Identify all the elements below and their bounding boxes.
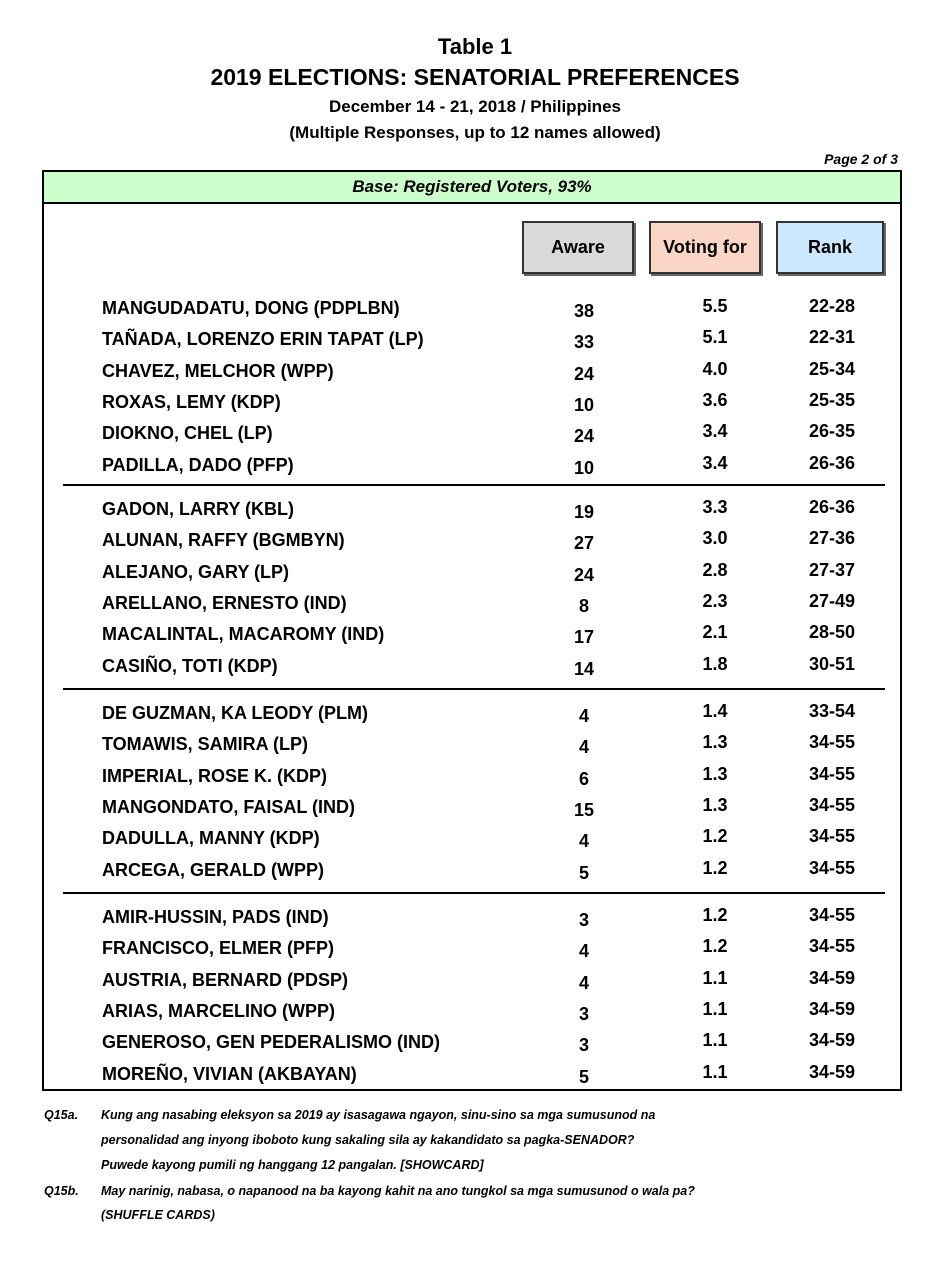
response-note: (Multiple Responses, up to 12 names allowed) xyxy=(289,123,661,142)
voting-for-value: 2.8 xyxy=(702,559,728,580)
aware-value: 3 xyxy=(578,910,589,930)
voting-for-value: 2.3 xyxy=(702,590,728,611)
voting-for-value: 3.4 xyxy=(702,452,728,473)
candidate-name: MACALINTAL, MACAROMY (IND) xyxy=(102,624,385,645)
rank-value: 34-55 xyxy=(808,763,856,784)
voting-for-value: 5.1 xyxy=(702,327,728,348)
column-header-voting-for: Voting for xyxy=(649,221,761,274)
table-row xyxy=(44,828,900,859)
voting-for-value: 3.4 xyxy=(702,421,728,442)
rank-value: 25-35 xyxy=(808,389,856,410)
table-row xyxy=(44,499,900,530)
voting-for-value: 1.4 xyxy=(702,701,728,721)
candidate-name: DE GUZMAN, KA LEODY (PLM) xyxy=(102,703,368,723)
candidate-name: ARIAS, MARCELINO (WPP) xyxy=(102,1000,335,1021)
table-row xyxy=(44,653,900,687)
rank-value: 26-36 xyxy=(808,452,856,473)
rank-value: 34-59 xyxy=(808,1061,856,1082)
candidate-name: ARELLANO, ERNESTO (IND) xyxy=(102,592,347,613)
aware-value: 4 xyxy=(578,831,589,852)
group-divider xyxy=(63,484,885,486)
table-row xyxy=(44,703,900,734)
rank-value: 27-36 xyxy=(808,528,856,549)
voting-for-value: 1.3 xyxy=(702,732,728,753)
voting-for-value: 1.3 xyxy=(702,763,728,784)
table-row xyxy=(44,998,900,1032)
table-row xyxy=(44,329,900,360)
candidate-name: CHAVEZ, MELCHOR (WPP) xyxy=(102,360,334,381)
candidate-name: DADULLA, MANNY (KDP) xyxy=(102,828,320,849)
rank-value: 22-31 xyxy=(808,327,856,348)
aware-value: 10 xyxy=(573,457,595,478)
voting-for-value: 1.1 xyxy=(702,1030,728,1051)
rank-value: 34-55 xyxy=(808,936,856,957)
candidate-name: MANGUDADATU, DONG (PDPLBN) xyxy=(102,298,400,318)
rank-value: 34-55 xyxy=(808,732,856,753)
rank-value: 30-51 xyxy=(808,653,856,674)
rank-value: 25-34 xyxy=(808,358,856,379)
table-row xyxy=(44,298,900,329)
voting-for-value: 3.3 xyxy=(702,497,728,517)
candidate-name: MOREÑO, VIVIAN (AKBAYAN) xyxy=(102,1063,357,1084)
table-number: Table 1 xyxy=(437,34,513,59)
results-table xyxy=(42,170,902,1091)
rank-value: 26-35 xyxy=(808,421,856,442)
q15b-label: Q15b. xyxy=(44,1184,79,1198)
table-row xyxy=(44,624,900,655)
candidate-name: AMIR-HUSSIN, PADS (IND) xyxy=(102,907,329,927)
aware-value: 10 xyxy=(573,394,595,415)
table-row xyxy=(44,938,900,969)
candidate-name: TAÑADA, LORENZO ERIN TAPAT (LP) xyxy=(102,329,424,350)
column-header-aware: Aware xyxy=(522,221,634,274)
table-row xyxy=(44,763,900,797)
table-row xyxy=(44,389,900,423)
rank-value: 28-50 xyxy=(808,622,856,643)
aware-value: 5 xyxy=(578,1066,589,1087)
candidate-name: GENEROSO, GEN PEDERALISMO (IND) xyxy=(102,1032,441,1053)
survey-dates: December 14 - 21, 2018 / Philippines xyxy=(329,97,621,116)
candidate-name: ARCEGA, GERALD (WPP) xyxy=(102,859,324,880)
q15b-text-line2: (SHUFFLE CARDS) xyxy=(101,1208,215,1222)
voting-for-value: 1.1 xyxy=(702,1061,728,1082)
aware-value: 6 xyxy=(578,768,589,789)
candidate-name: ROXAS, LEMY (KDP) xyxy=(102,391,281,412)
table-row xyxy=(44,452,900,486)
rank-value: 34-55 xyxy=(808,794,856,815)
rank-value: 26-36 xyxy=(808,497,856,517)
aware-value: 24 xyxy=(573,363,595,384)
voting-for-value: 3.6 xyxy=(702,389,728,410)
aware-value: 24 xyxy=(573,564,595,585)
base-label: Base: Registered Voters, 93% xyxy=(44,172,900,204)
voting-for-value: 1.2 xyxy=(702,826,728,847)
q15a-label: Q15a. xyxy=(44,1108,79,1122)
table-row xyxy=(44,794,900,828)
voting-for-value: 1.3 xyxy=(702,794,728,815)
table-row xyxy=(44,907,900,938)
rank-value: 27-49 xyxy=(808,590,856,611)
voting-for-value: 5.5 xyxy=(702,296,728,316)
voting-for-value: 1.1 xyxy=(702,998,728,1019)
voting-for-value: 1.2 xyxy=(702,857,728,878)
rank-value: 34-59 xyxy=(808,967,856,988)
candidate-name: DIOKNO, CHEL (LP) xyxy=(102,423,273,444)
aware-value: 3 xyxy=(578,1003,589,1024)
page-title: 2019 ELECTIONS: SENATORIAL PREFERENCES xyxy=(210,64,740,90)
table-row xyxy=(44,734,900,765)
aware-value: 27 xyxy=(573,533,595,554)
table-row xyxy=(44,857,900,891)
column-header-rank: Rank xyxy=(776,221,884,274)
aware-value: 15 xyxy=(573,799,595,820)
q15a-text-line1: Kung ang nasabing eleksyon sa 2019 ay isasagawa ngayon, sinu-sino sa mga sumusunod na xyxy=(101,1108,656,1122)
table-row xyxy=(44,967,900,1001)
candidate-name: IMPERIAL, ROSE K. (KDP) xyxy=(102,765,328,786)
voting-for-value: 4.0 xyxy=(702,358,728,379)
candidate-name: FRANCISCO, ELMER (PFP) xyxy=(102,938,334,959)
table-row xyxy=(44,559,900,593)
rank-value: 22-28 xyxy=(808,296,856,316)
aware-value: 4 xyxy=(578,737,589,758)
page-number: Page 2 of 3 xyxy=(824,151,898,167)
candidate-name: ALUNAN, RAFFY (BGMBYN) xyxy=(102,530,345,551)
aware-value: 24 xyxy=(573,426,595,447)
table-row xyxy=(44,530,900,561)
q15a-text-line2: personalidad ang inyong iboboto kung sakaling sila ay kakandidato sa pagka-SENADOR? xyxy=(101,1133,635,1147)
table-row xyxy=(44,358,900,392)
group-divider xyxy=(63,688,885,690)
rank-value: 33-54 xyxy=(808,701,856,721)
q15b-text-line1: May narinig, nabasa, o napanood na ba kayong kahit na ano tungkol sa mga sumusunod o wala pa? xyxy=(101,1184,695,1198)
aware-value: 3 xyxy=(578,1035,589,1056)
aware-value: 4 xyxy=(578,972,589,993)
candidate-name: TOMAWIS, SAMIRA (LP) xyxy=(102,734,308,755)
table-row xyxy=(44,1032,900,1063)
table-row xyxy=(44,423,900,454)
table-row xyxy=(44,1061,900,1095)
candidate-name: CASIÑO, TOTI (KDP) xyxy=(102,655,278,676)
candidate-name: PADILLA, DADO (PFP) xyxy=(102,454,294,475)
candidate-name: GADON, LARRY (KBL) xyxy=(102,499,294,519)
candidate-name: AUSTRIA, BERNARD (PDSP) xyxy=(102,969,349,990)
aware-value: 17 xyxy=(573,627,595,648)
group-divider xyxy=(63,892,885,894)
aware-value: 19 xyxy=(573,502,595,522)
aware-value: 38 xyxy=(573,301,595,321)
rank-value: 34-55 xyxy=(808,826,856,847)
voting-for-value: 2.1 xyxy=(702,622,728,643)
voting-for-value: 1.8 xyxy=(702,653,728,674)
aware-value: 14 xyxy=(573,658,595,679)
rank-value: 34-59 xyxy=(808,998,856,1019)
aware-value: 4 xyxy=(578,941,589,962)
rank-value: 27-37 xyxy=(808,559,856,580)
aware-value: 5 xyxy=(578,862,589,883)
aware-value: 4 xyxy=(578,706,589,726)
candidate-name: MANGONDATO, FAISAL (IND) xyxy=(102,796,355,817)
candidate-name: ALEJANO, GARY (LP) xyxy=(102,561,290,582)
rank-value: 34-55 xyxy=(808,857,856,878)
rank-value: 34-55 xyxy=(808,905,856,925)
voting-for-value: 1.2 xyxy=(702,905,728,925)
aware-value: 33 xyxy=(573,332,595,353)
voting-for-value: 1.1 xyxy=(702,967,728,988)
rank-value: 34-59 xyxy=(808,1030,856,1051)
voting-for-value: 1.2 xyxy=(702,936,728,957)
aware-value: 8 xyxy=(578,595,589,616)
table-row xyxy=(44,590,900,624)
voting-for-value: 3.0 xyxy=(702,528,728,549)
q15a-text-line3: Puwede kayong pumili ng hanggang 12 pangalan. [SHOWCARD] xyxy=(101,1158,484,1172)
